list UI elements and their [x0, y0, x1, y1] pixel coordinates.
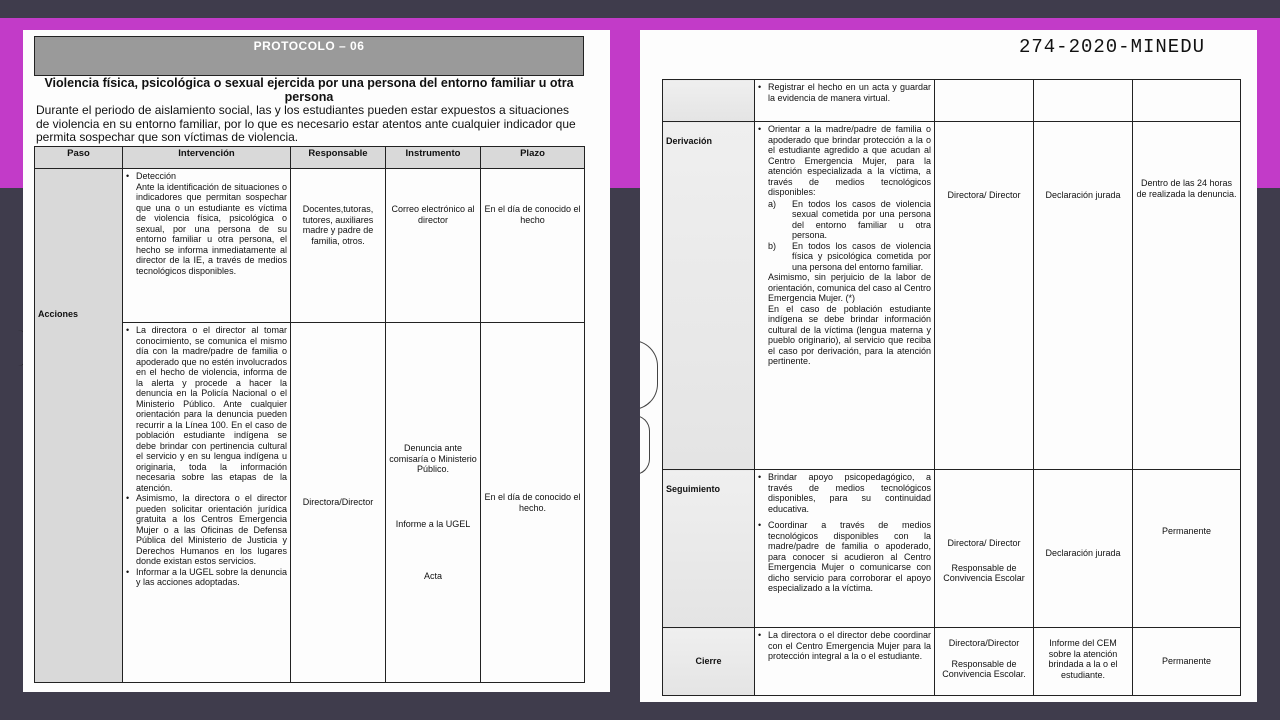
responsable-item: Directora/ Director: [947, 538, 1021, 548]
instrumento-cell: Correo electrónico al director: [386, 169, 481, 323]
stamp-mark: [640, 415, 650, 475]
stamp-mark: [640, 340, 658, 410]
paso-derivacion: Derivación: [663, 122, 755, 470]
responsable-cell: [935, 628, 1034, 696]
instrumento-cell: Declaración jurada: [1034, 470, 1133, 628]
intervencion-acciones: [123, 323, 291, 683]
sub-item-a: a) En todos los casos de violencia sexual cometida por una persona del entorno familiar u otra persona.: [768, 198, 931, 240]
plazo-cell: Permanente: [1133, 470, 1241, 628]
document-page-left: [23, 30, 610, 692]
table-row: [663, 122, 1241, 470]
responsable-cell: [935, 470, 1034, 628]
instrumento-item: Denuncia ante comisaría o Ministerio Público.: [389, 443, 477, 474]
protocol-intro: Durante el periodo de aislamiento social, las y los estudiantes pueden estar expuestos a situaciones de violencia en su entorno familiar, por lo que es necesario estar atentos ante cualquier indicador que permita sospechar que son víctimas de violencia.: [36, 103, 576, 144]
protocol-label: PROTOCOLO – 06: [253, 39, 365, 53]
intervencion-deteccion: [123, 169, 291, 323]
instrumento-cell: [386, 323, 481, 683]
responsable-cell: Docentes,tutoras, tutores, auxiliares madre y padre de familia, otros.: [291, 169, 386, 323]
paso-seguimiento: Seguimiento: [663, 470, 755, 628]
paso-cell: [663, 80, 755, 122]
paragraph: Asimismo, sin perjuicio de la labor de orientación, comunica del caso al Centro Emergencia Mujer. (*): [768, 272, 931, 303]
instrumento-item: Acta: [423, 571, 442, 581]
header-paso: Paso: [35, 147, 123, 169]
responsable-item: Responsable de Convivencia Escolar.: [942, 658, 1026, 679]
responsable-cell: Directora/Director: [291, 323, 386, 683]
instrumento-cell: [1034, 80, 1133, 122]
instrumento-cell: Declaración jurada: [1034, 122, 1133, 470]
top-band: [0, 0, 1280, 18]
table-row: [663, 628, 1241, 696]
list-item: • Coordinar a través de medios tecnológicos disponibles con la madre/padre de familia o apoderado, para conocer si acudieron al Centro Emergencia Mujer o comunicarse con dicho servicio para corroborar el apoyo especializado a la víctima.: [758, 520, 931, 594]
plazo-cell: En el día de conocido el hecho: [481, 169, 585, 323]
list-item: • Orientar a la madre/padre de familia o apoderado que brindar protección a la o el estudiante agredido a que acudan al Centro Emergencia Mujer, para la atención especializada a la víctima, a través de medios tecnológicos disponibles: a) En todos los casos de violencia sexual cometida por una persona del entorno familiar u otra persona. b) En todos los casos de violencia física y psicológica cometida por una persona del entorno familiar. Asimismo, sin perjuicio de la labor de orientación, comunica del caso al Centro Emergencia Mujer. (*) En el caso de población estudiante indígena se debe brindar información cultural de la víctima (lengua materna y pueblo originario), al servicio que reciba el caso por derivación, para la atención pertinente.: [758, 124, 931, 367]
intervencion-cell: [755, 80, 935, 122]
protocol-title: Violencia física, psicológica o sexual ejercida por una persona del entorno familiar u otra persona: [44, 76, 574, 104]
plazo-cell: Dentro de las 24 horas de realizada la denuncia.: [1133, 122, 1241, 470]
header-intervencion: Intervención: [123, 147, 291, 169]
header-responsable: Responsable: [291, 147, 386, 169]
protocol-table-left: [34, 146, 585, 683]
protocol-table-right: [662, 79, 1241, 696]
instrumento-item: Informe a la UGEL: [395, 518, 471, 529]
intervencion-seguimiento: [755, 470, 935, 628]
paso-acciones: Acciones: [35, 169, 123, 683]
list-item: • La directora o el director al tomar conocimiento, se comunica el mismo día con la madre/padre de familia o apoderado que no estén involucrados en el hecho de violencia, informa de la alerta y procede a hacer la denuncia en la Policía Nacional o el Ministerio Público. Ante cualquier orientación para la denuncia pueden recurrir a la Línea 100. En el caso de población estudiante indígena se debe brindar con pertinencia cultural el servicio y en su lengua indígena u originaria, toda la información necesaria sobre las etapas de la atención.: [126, 325, 287, 493]
plazo-cell: En el día de conocido el hecho.: [481, 323, 585, 683]
intervencion-derivacion: [755, 122, 935, 470]
protocol-banner: [34, 36, 584, 76]
list-item: • La directora o el director debe coordinar con el Centro Emergencia Mujer para la protección integral a la o el estudiante.: [758, 630, 931, 662]
paragraph: En el caso de población estudiante indígena se debe brindar información cultural de la víctima (lengua materna y pueblo originario), al servicio que reciba el caso por derivación, para la atención pertinente.: [768, 303, 931, 366]
responsable-cell: [935, 80, 1034, 122]
sub-item-b: b) En todos los casos de violencia física y psicológica cometida por una persona del entorno familiar.: [768, 240, 931, 272]
list-item: • Informar a la UGEL sobre la denuncia y las acciones adoptadas.: [126, 567, 287, 588]
intervencion-cierre: [755, 628, 935, 696]
list-item: • Brindar apoyo psicopedagógico, a través de medios tecnológicos disponibles, para su continuidad educativa.: [758, 472, 931, 514]
plazo-cell: [1133, 80, 1241, 122]
paso-cierre: Cierre: [663, 628, 755, 696]
document-page-right: [640, 30, 1257, 702]
table-row: [663, 80, 1241, 122]
document-code: 274-2020-MINEDU: [1018, 36, 1205, 58]
header-plazo: Plazo: [481, 147, 585, 169]
list-item: • Asimismo, la directora o el director pueden solicitar orientación jurídica gratuita a los Centros Emergencia Mujer o a las Oficinas de Defensa Pública del Ministerio de Justicia y Derechos Humanos en los lugares donde existan estos servicios.: [126, 493, 287, 567]
list-item: • Registrar el hecho en un acta y guardar la evidencia de manera virtual.: [758, 82, 931, 103]
table-row: [35, 169, 585, 323]
responsable-item: Directora/Director: [948, 638, 1020, 648]
responsable-cell: Directora/ Director: [935, 122, 1034, 470]
list-item: • Detección Ante la identificación de situaciones o indicadores que permitan sospechar que una o un estudiante es víctima de violencia física, psicológica o sexual, por una persona de su entorno familiar u otra persona, el hecho se informa inmediatamente al director de la IE, a través de medios tecnológicos disponibles.: [126, 171, 287, 276]
table-row: [663, 470, 1241, 628]
plazo-cell: Permanente: [1133, 628, 1241, 696]
table-header-row: [35, 147, 585, 169]
instrumento-cell: Informe del CEM sobre la atención brindada a la o el estudiante.: [1034, 628, 1133, 696]
header-instrumento: Instrumento: [386, 147, 481, 169]
responsable-item: Responsable de Convivencia Escolar: [943, 562, 1025, 583]
